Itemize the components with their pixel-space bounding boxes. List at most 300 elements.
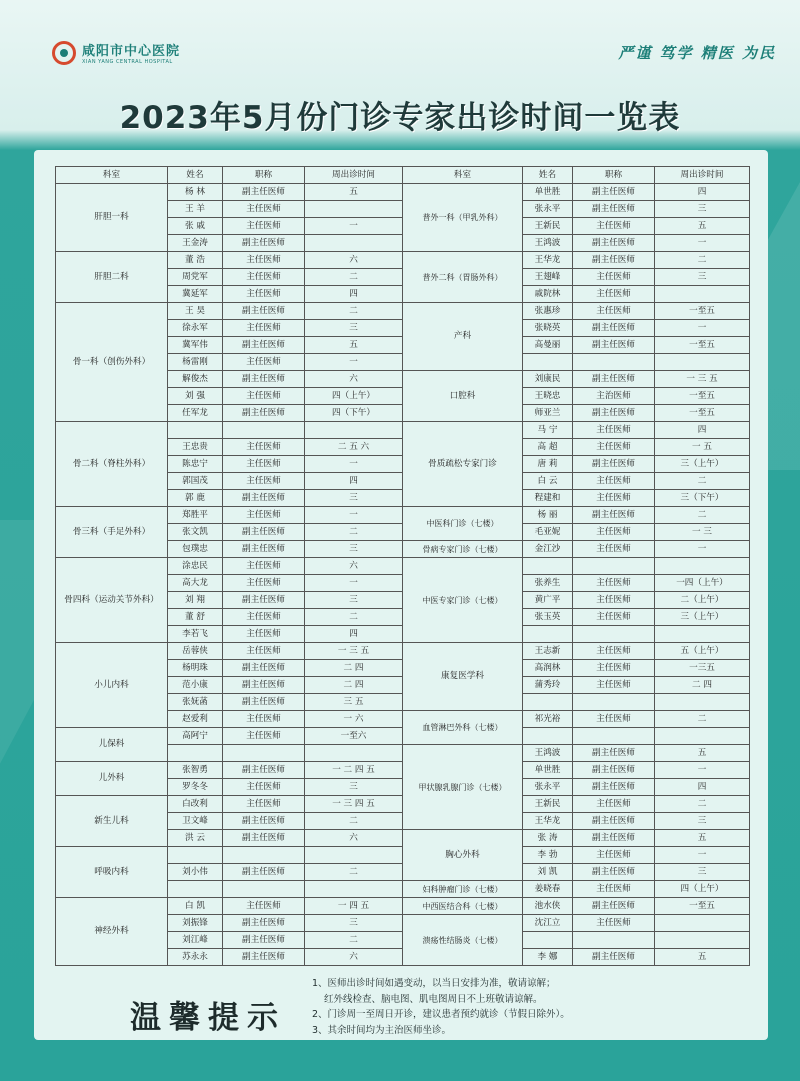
left-doctor-name-cell: 杨 林 bbox=[168, 184, 223, 201]
right-doctor-title-cell: 主任医师 bbox=[573, 847, 655, 864]
right-doctor-title-cell: 主任医师 bbox=[573, 915, 655, 932]
right-doctor-name-cell bbox=[523, 694, 573, 711]
left-doctor-name-cell: 郑胜平 bbox=[168, 507, 223, 524]
left-schedule-cell: 六 bbox=[305, 371, 403, 388]
left-doctor-name-cell: 范小康 bbox=[168, 677, 223, 694]
table-row bbox=[56, 252, 750, 269]
right-doctor-name-cell: 杨 丽 bbox=[523, 507, 573, 524]
right-schedule-cell: 二 bbox=[655, 252, 750, 269]
right-doctor-name-cell: 张养生 bbox=[523, 575, 573, 592]
left-doctor-name-cell: 苏永永 bbox=[168, 949, 223, 966]
left-doctor-name-cell: 李若飞 bbox=[168, 626, 223, 643]
right-doctor-title-cell: 主任医师 bbox=[573, 609, 655, 626]
right-doctor-name-cell: 王鸿波 bbox=[523, 235, 573, 252]
left-doctor-name-cell: 王忠贵 bbox=[168, 439, 223, 456]
left-doctor-title-cell: 副主任医师 bbox=[223, 864, 305, 881]
right-doctor-name-cell: 金江沙 bbox=[523, 541, 573, 558]
left-doctor-title-cell: 主任医师 bbox=[223, 575, 305, 592]
right-schedule-cell: 一四（上午） bbox=[655, 575, 750, 592]
right-doctor-title-cell: 主任医师 bbox=[573, 660, 655, 677]
hospital-name-en: XIAN YANG CENTRAL HOSPITAL bbox=[82, 59, 173, 65]
right-schedule-cell: 三 bbox=[655, 269, 750, 286]
left-doctor-title-cell: 主任医师 bbox=[223, 558, 305, 575]
left-doctor-title-cell: 主任医师 bbox=[223, 507, 305, 524]
left-doctor-title-cell: 主任医师 bbox=[223, 643, 305, 660]
right-schedule-cell bbox=[655, 932, 750, 949]
right-doctor-title-cell: 主任医师 bbox=[573, 643, 655, 660]
right-doctor-title-cell: 主任医师 bbox=[573, 881, 655, 898]
left-schedule-cell: 六 bbox=[305, 558, 403, 575]
right-doctor-title-cell: 副主任医师 bbox=[573, 745, 655, 762]
right-doctor-name-cell: 高润林 bbox=[523, 660, 573, 677]
page-title: 2023年5月份门诊专家出诊时间一览表 bbox=[119, 100, 681, 136]
table-header-row bbox=[56, 167, 750, 184]
right-doctor-name-cell: 蒲秀玲 bbox=[523, 677, 573, 694]
left-doctor-name-cell: 杨雷刚 bbox=[168, 354, 223, 371]
left-schedule-cell: 三 bbox=[305, 490, 403, 507]
table-row bbox=[56, 303, 750, 320]
left-dept-cell: 小儿内科 bbox=[56, 643, 168, 728]
left-doctor-title-cell: 副主任医师 bbox=[223, 337, 305, 354]
left-schedule-cell: 三 bbox=[305, 779, 403, 796]
left-schedule-cell: 四 bbox=[305, 473, 403, 490]
right-doctor-title-cell: 主任医师 bbox=[573, 592, 655, 609]
left-doctor-name-cell: 岳蓉侠 bbox=[168, 643, 223, 660]
right-doctor-title-cell bbox=[573, 728, 655, 745]
left-doctor-title-cell: 副主任医师 bbox=[223, 813, 305, 830]
right-dept-cell: 普外一科（甲乳外科） bbox=[403, 184, 523, 252]
left-doctor-title-cell: 副主任医师 bbox=[223, 677, 305, 694]
left-schedule-cell bbox=[305, 847, 403, 864]
table-row bbox=[56, 422, 750, 439]
left-doctor-name-cell: 王金涛 bbox=[168, 235, 223, 252]
right-doctor-name-cell bbox=[523, 354, 573, 371]
left-schedule-cell: 二 bbox=[305, 269, 403, 286]
right-doctor-name-cell bbox=[523, 626, 573, 643]
logo-icon bbox=[52, 41, 76, 65]
left-doctor-name-cell: 白改利 bbox=[168, 796, 223, 813]
left-doctor-title-cell: 副主任医师 bbox=[223, 541, 305, 558]
right-doctor-title-cell: 副主任医师 bbox=[573, 456, 655, 473]
left-schedule-cell: 一 bbox=[305, 507, 403, 524]
left-doctor-name-cell: 刘小伟 bbox=[168, 864, 223, 881]
schedule-table bbox=[55, 166, 750, 966]
right-schedule-cell: 一至五 bbox=[655, 405, 750, 422]
right-doctor-name-cell: 祁光裕 bbox=[523, 711, 573, 728]
table-row bbox=[56, 184, 750, 201]
right-schedule-cell: 一 三 五 bbox=[655, 371, 750, 388]
left-schedule-cell: 二 bbox=[305, 932, 403, 949]
right-dept-cell: 中西医结合科（七楼） bbox=[403, 898, 523, 915]
right-doctor-title-cell bbox=[573, 354, 655, 371]
right-schedule-cell: 一至五 bbox=[655, 898, 750, 915]
right-schedule-cell: 二 bbox=[655, 711, 750, 728]
left-dept-cell: 呼吸内科 bbox=[56, 847, 168, 898]
left-dept-cell: 骨一科（创伤外科） bbox=[56, 303, 168, 422]
right-schedule-cell: 三 bbox=[655, 864, 750, 881]
right-schedule-cell: 三 bbox=[655, 813, 750, 830]
right-doctor-title-cell: 副主任医师 bbox=[573, 252, 655, 269]
tip-line: 2、门诊周一至周日开诊，建议患者预约就诊（节假日除外）。 bbox=[312, 1009, 570, 1020]
left-schedule-cell: 四（上午） bbox=[305, 388, 403, 405]
right-schedule-cell: 一 bbox=[655, 762, 750, 779]
left-doctor-name-cell: 高阿宁 bbox=[168, 728, 223, 745]
left-doctor-title-cell bbox=[223, 881, 305, 898]
right-doctor-name-cell: 王晓忠 bbox=[523, 388, 573, 405]
left-doctor-title-cell: 主任医师 bbox=[223, 609, 305, 626]
table-body bbox=[56, 184, 750, 966]
table-row bbox=[56, 898, 750, 915]
left-doctor-title-cell: 主任医师 bbox=[223, 354, 305, 371]
right-schedule-cell: 三（下午） bbox=[655, 490, 750, 507]
left-doctor-name-cell: 董 舒 bbox=[168, 609, 223, 626]
right-doctor-title-cell: 主任医师 bbox=[573, 439, 655, 456]
right-doctor-title-cell: 副主任医师 bbox=[573, 320, 655, 337]
left-schedule-cell: 一 二 四 五 bbox=[305, 762, 403, 779]
left-doctor-name-cell: 张智勇 bbox=[168, 762, 223, 779]
left-doctor-title-cell: 主任医师 bbox=[223, 473, 305, 490]
left-doctor-title-cell: 主任医师 bbox=[223, 898, 305, 915]
left-doctor-title-cell: 副主任医师 bbox=[223, 490, 305, 507]
right-schedule-cell: 一至五 bbox=[655, 303, 750, 320]
left-schedule-cell: 二 bbox=[305, 524, 403, 541]
right-dept-cell: 中医科门诊（七楼） bbox=[403, 507, 523, 541]
right-doctor-title-cell: 副主任医师 bbox=[573, 184, 655, 201]
left-doctor-title-cell: 主任医师 bbox=[223, 320, 305, 337]
left-schedule-cell: 三 bbox=[305, 915, 403, 932]
right-doctor-title-cell: 副主任医师 bbox=[573, 235, 655, 252]
right-doctor-name-cell: 王新民 bbox=[523, 796, 573, 813]
tips-text bbox=[312, 976, 772, 1038]
right-dept-cell: 胸心外科 bbox=[403, 830, 523, 881]
left-schedule-cell: 一 三 四 五 bbox=[305, 796, 403, 813]
left-dept-cell: 神经外科 bbox=[56, 898, 168, 966]
right-doctor-title-cell: 副主任医师 bbox=[573, 813, 655, 830]
right-schedule-cell bbox=[655, 626, 750, 643]
right-doctor-name-cell bbox=[523, 728, 573, 745]
right-doctor-title-cell: 主任医师 bbox=[573, 422, 655, 439]
left-doctor-name-cell: 刘 翔 bbox=[168, 592, 223, 609]
right-schedule-cell: 五 bbox=[655, 218, 750, 235]
left-doctor-name-cell: 卫文峰 bbox=[168, 813, 223, 830]
left-doctor-title-cell: 副主任医师 bbox=[223, 524, 305, 541]
left-doctor-name-cell: 任军龙 bbox=[168, 405, 223, 422]
right-schedule-cell: 一三五 bbox=[655, 660, 750, 677]
column-header: 姓名 bbox=[168, 167, 223, 184]
left-doctor-name-cell: 刘振锋 bbox=[168, 915, 223, 932]
hospital-name: 咸阳市中心医院 bbox=[82, 44, 181, 59]
right-doctor-title-cell bbox=[573, 626, 655, 643]
right-doctor-name-cell: 毛亚妮 bbox=[523, 524, 573, 541]
table-row bbox=[56, 507, 750, 524]
left-doctor-title-cell: 副主任医师 bbox=[223, 371, 305, 388]
right-dept-cell: 妇科肿瘤门诊（七楼） bbox=[403, 881, 523, 898]
right-doctor-name-cell: 王翅峰 bbox=[523, 269, 573, 286]
left-doctor-title-cell: 副主任医师 bbox=[223, 235, 305, 252]
right-schedule-cell: 二 bbox=[655, 796, 750, 813]
left-doctor-name-cell: 洪 云 bbox=[168, 830, 223, 847]
column-header: 科室 bbox=[403, 167, 523, 184]
left-doctor-name-cell: 白 凯 bbox=[168, 898, 223, 915]
left-doctor-title-cell: 副主任医师 bbox=[223, 949, 305, 966]
left-doctor-name-cell bbox=[168, 881, 223, 898]
left-doctor-title-cell: 副主任医师 bbox=[223, 915, 305, 932]
left-doctor-title-cell: 主任医师 bbox=[223, 796, 305, 813]
tips-title: 温馨提示 bbox=[130, 1000, 286, 1036]
right-schedule-cell: 一 五 bbox=[655, 439, 750, 456]
right-dept-cell: 溃疡性结肠炎（七楼） bbox=[403, 915, 523, 966]
table-row bbox=[56, 643, 750, 660]
left-doctor-name-cell: 王 羊 bbox=[168, 201, 223, 218]
left-doctor-name-cell: 董 浩 bbox=[168, 252, 223, 269]
left-schedule-cell bbox=[305, 881, 403, 898]
right-doctor-name-cell: 唐 莉 bbox=[523, 456, 573, 473]
right-schedule-cell: 一 三 bbox=[655, 524, 750, 541]
right-doctor-title-cell bbox=[573, 932, 655, 949]
right-doctor-title-cell: 副主任医师 bbox=[573, 337, 655, 354]
left-dept-cell: 儿外科 bbox=[56, 762, 168, 796]
hospital-logo bbox=[52, 40, 180, 65]
left-schedule-cell: 三 bbox=[305, 592, 403, 609]
left-doctor-name-cell: 刘 强 bbox=[168, 388, 223, 405]
right-doctor-title-cell: 主任医师 bbox=[573, 796, 655, 813]
left-schedule-cell: 五 bbox=[305, 184, 403, 201]
left-doctor-name-cell: 涂忠民 bbox=[168, 558, 223, 575]
left-doctor-title-cell: 主任医师 bbox=[223, 711, 305, 728]
right-dept-cell: 普外二科（胃肠外科） bbox=[403, 252, 523, 303]
right-doctor-title-cell: 副主任医师 bbox=[573, 762, 655, 779]
right-doctor-name-cell bbox=[523, 558, 573, 575]
right-schedule-cell: 二 四 bbox=[655, 677, 750, 694]
left-schedule-cell bbox=[305, 422, 403, 439]
left-schedule-cell: 一 bbox=[305, 218, 403, 235]
right-dept-cell: 中医专家门诊（七楼） bbox=[403, 558, 523, 643]
left-doctor-title-cell: 副主任医师 bbox=[223, 592, 305, 609]
column-header: 职称 bbox=[573, 167, 655, 184]
left-doctor-name-cell: 周党军 bbox=[168, 269, 223, 286]
left-schedule-cell bbox=[305, 745, 403, 762]
left-doctor-name-cell: 王 昊 bbox=[168, 303, 223, 320]
left-doctor-title-cell: 副主任医师 bbox=[223, 932, 305, 949]
right-doctor-name-cell: 戚院林 bbox=[523, 286, 573, 303]
right-dept-cell: 甲状腺乳腺门诊（七楼） bbox=[403, 745, 523, 830]
table-row bbox=[56, 558, 750, 575]
left-doctor-title-cell: 副主任医师 bbox=[223, 830, 305, 847]
right-doctor-name-cell: 师亚兰 bbox=[523, 405, 573, 422]
left-doctor-name-cell bbox=[168, 745, 223, 762]
right-dept-cell: 骨病专家门诊（七楼） bbox=[403, 541, 523, 558]
left-doctor-title-cell: 主任医师 bbox=[223, 728, 305, 745]
left-doctor-title-cell: 主任医师 bbox=[223, 388, 305, 405]
right-doctor-title-cell: 副主任医师 bbox=[573, 405, 655, 422]
left-schedule-cell: 二 四 bbox=[305, 660, 403, 677]
left-doctor-title-cell bbox=[223, 847, 305, 864]
right-doctor-title-cell: 主治医师 bbox=[573, 388, 655, 405]
right-doctor-name-cell: 刘 凯 bbox=[523, 864, 573, 881]
column-header: 周出诊时间 bbox=[655, 167, 750, 184]
tip-line: 红外线检查、脑电图、肌电图周日不上班敬请谅解。 bbox=[324, 993, 543, 1005]
right-doctor-title-cell: 主任医师 bbox=[573, 524, 655, 541]
left-doctor-name-cell bbox=[168, 422, 223, 439]
left-schedule-cell: 六 bbox=[305, 252, 403, 269]
right-doctor-title-cell: 主任医师 bbox=[573, 286, 655, 303]
left-doctor-title-cell: 副主任医师 bbox=[223, 405, 305, 422]
left-doctor-title-cell: 主任医师 bbox=[223, 252, 305, 269]
right-doctor-name-cell: 黄广平 bbox=[523, 592, 573, 609]
left-doctor-name-cell: 张文凯 bbox=[168, 524, 223, 541]
left-schedule-cell: 五 bbox=[305, 337, 403, 354]
right-doctor-name-cell: 张永平 bbox=[523, 201, 573, 218]
left-doctor-title-cell: 副主任医师 bbox=[223, 694, 305, 711]
right-doctor-name-cell: 沈江立 bbox=[523, 915, 573, 932]
left-doctor-name-cell: 冀延军 bbox=[168, 286, 223, 303]
right-schedule-cell bbox=[655, 286, 750, 303]
right-doctor-name-cell: 张晓英 bbox=[523, 320, 573, 337]
right-doctor-name-cell: 王志新 bbox=[523, 643, 573, 660]
left-schedule-cell: 一 四 五 bbox=[305, 898, 403, 915]
right-doctor-name-cell: 王新民 bbox=[523, 218, 573, 235]
left-schedule-cell: 六 bbox=[305, 949, 403, 966]
right-doctor-title-cell: 副主任医师 bbox=[573, 507, 655, 524]
left-schedule-cell: 一 bbox=[305, 354, 403, 371]
left-schedule-cell: 二 四 bbox=[305, 677, 403, 694]
left-schedule-cell: 六 bbox=[305, 830, 403, 847]
left-doctor-name-cell bbox=[168, 847, 223, 864]
right-schedule-cell: 一至五 bbox=[655, 337, 750, 354]
left-schedule-cell: 二 bbox=[305, 303, 403, 320]
left-doctor-name-cell: 郭国茂 bbox=[168, 473, 223, 490]
left-doctor-title-cell: 副主任医师 bbox=[223, 303, 305, 320]
right-doctor-name-cell: 王华龙 bbox=[523, 813, 573, 830]
left-schedule-cell: 一 六 bbox=[305, 711, 403, 728]
right-doctor-title-cell: 副主任医师 bbox=[573, 949, 655, 966]
left-schedule-cell: 四 bbox=[305, 626, 403, 643]
right-doctor-title-cell bbox=[573, 694, 655, 711]
right-doctor-title-cell: 主任医师 bbox=[573, 303, 655, 320]
right-doctor-title-cell: 主任医师 bbox=[573, 541, 655, 558]
right-schedule-cell: 五 bbox=[655, 745, 750, 762]
right-doctor-name-cell: 单世胜 bbox=[523, 184, 573, 201]
right-dept-cell: 康复医学科 bbox=[403, 643, 523, 711]
left-schedule-cell: 四 bbox=[305, 286, 403, 303]
right-dept-cell: 口腔科 bbox=[403, 371, 523, 422]
right-doctor-title-cell: 副主任医师 bbox=[573, 371, 655, 388]
left-doctor-title-cell: 主任医师 bbox=[223, 779, 305, 796]
left-schedule-cell bbox=[305, 201, 403, 218]
right-doctor-title-cell: 副主任医师 bbox=[573, 898, 655, 915]
left-dept-cell: 新生儿科 bbox=[56, 796, 168, 847]
right-schedule-cell: 一 bbox=[655, 541, 750, 558]
column-header: 职称 bbox=[223, 167, 305, 184]
left-schedule-cell: 一至六 bbox=[305, 728, 403, 745]
left-doctor-title-cell: 副主任医师 bbox=[223, 184, 305, 201]
slogan: 严谨 笃学 精医 为民 bbox=[618, 44, 776, 62]
left-schedule-cell: 三 五 bbox=[305, 694, 403, 711]
right-doctor-name-cell: 张玉英 bbox=[523, 609, 573, 626]
right-doctor-title-cell: 主任医师 bbox=[573, 575, 655, 592]
right-doctor-name-cell: 高 超 bbox=[523, 439, 573, 456]
right-doctor-title-cell: 主任医师 bbox=[573, 473, 655, 490]
left-schedule-cell: 三 bbox=[305, 320, 403, 337]
right-schedule-cell: 五 bbox=[655, 830, 750, 847]
right-schedule-cell: 二（上午） bbox=[655, 592, 750, 609]
right-doctor-name-cell: 张惠珍 bbox=[523, 303, 573, 320]
left-doctor-name-cell: 张妩菡 bbox=[168, 694, 223, 711]
right-doctor-title-cell: 副主任医师 bbox=[573, 201, 655, 218]
right-doctor-title-cell: 主任医师 bbox=[573, 269, 655, 286]
right-schedule-cell bbox=[655, 915, 750, 932]
right-doctor-name-cell: 池水侠 bbox=[523, 898, 573, 915]
header bbox=[0, 0, 800, 150]
left-doctor-name-cell: 高大龙 bbox=[168, 575, 223, 592]
left-schedule-cell: 一 bbox=[305, 575, 403, 592]
right-schedule-cell: 四（上午） bbox=[655, 881, 750, 898]
right-doctor-name-cell: 单世胜 bbox=[523, 762, 573, 779]
right-schedule-cell: 四 bbox=[655, 422, 750, 439]
left-doctor-title-cell: 主任医师 bbox=[223, 456, 305, 473]
left-dept-cell: 肝胆一科 bbox=[56, 184, 168, 252]
right-doctor-name-cell: 王华龙 bbox=[523, 252, 573, 269]
left-schedule-cell: 二 bbox=[305, 609, 403, 626]
left-doctor-title-cell bbox=[223, 745, 305, 762]
right-dept-cell: 血管淋巴外科（七楼） bbox=[403, 711, 523, 745]
left-doctor-name-cell: 徐永军 bbox=[168, 320, 223, 337]
right-schedule-cell bbox=[655, 558, 750, 575]
right-schedule-cell: 四 bbox=[655, 184, 750, 201]
left-dept-cell: 儿保科 bbox=[56, 728, 168, 762]
right-schedule-cell: 三（上午） bbox=[655, 609, 750, 626]
right-schedule-cell: 一 bbox=[655, 235, 750, 252]
left-doctor-name-cell: 郭 鹿 bbox=[168, 490, 223, 507]
right-schedule-cell: 五 bbox=[655, 949, 750, 966]
right-doctor-title-cell: 副主任医师 bbox=[573, 864, 655, 881]
right-schedule-cell: 四 bbox=[655, 779, 750, 796]
right-schedule-cell: 二 bbox=[655, 507, 750, 524]
column-header: 周出诊时间 bbox=[305, 167, 403, 184]
tip-line: 1、医师出诊时间如遇变动，以当日安排为准，敬请谅解； bbox=[312, 978, 556, 989]
column-header: 姓名 bbox=[523, 167, 573, 184]
right-doctor-name-cell: 李 勃 bbox=[523, 847, 573, 864]
right-doctor-name-cell: 张 涛 bbox=[523, 830, 573, 847]
left-schedule-cell: 一 bbox=[305, 456, 403, 473]
left-schedule-cell: 二 bbox=[305, 813, 403, 830]
left-doctor-name-cell: 陈忠宁 bbox=[168, 456, 223, 473]
tip-line: 3、其余时间均为主治医师坐诊。 bbox=[312, 1024, 452, 1036]
left-doctor-title-cell: 主任医师 bbox=[223, 218, 305, 235]
left-dept-cell: 骨二科（脊柱外科） bbox=[56, 422, 168, 507]
left-dept-cell: 骨四科（运动关节外科） bbox=[56, 558, 168, 643]
left-doctor-title-cell: 副主任医师 bbox=[223, 762, 305, 779]
right-doctor-title-cell: 副主任医师 bbox=[573, 779, 655, 796]
right-doctor-name-cell: 张永平 bbox=[523, 779, 573, 796]
left-schedule-cell: 二 bbox=[305, 864, 403, 881]
left-schedule-cell: 四（下午） bbox=[305, 405, 403, 422]
left-doctor-title-cell bbox=[223, 422, 305, 439]
left-doctor-title-cell: 主任医师 bbox=[223, 286, 305, 303]
right-schedule-cell: 二 bbox=[655, 473, 750, 490]
right-doctor-name-cell: 刘康民 bbox=[523, 371, 573, 388]
right-doctor-title-cell: 主任医师 bbox=[573, 490, 655, 507]
right-schedule-cell bbox=[655, 694, 750, 711]
left-doctor-title-cell: 主任医师 bbox=[223, 201, 305, 218]
right-doctor-name-cell: 高曼丽 bbox=[523, 337, 573, 354]
right-doctor-title-cell bbox=[573, 558, 655, 575]
right-doctor-name-cell: 李 娜 bbox=[523, 949, 573, 966]
right-schedule-cell: 三（上午） bbox=[655, 456, 750, 473]
right-doctor-title-cell: 主任医师 bbox=[573, 218, 655, 235]
right-dept-cell: 产科 bbox=[403, 303, 523, 371]
right-schedule-cell: 五（上午） bbox=[655, 643, 750, 660]
